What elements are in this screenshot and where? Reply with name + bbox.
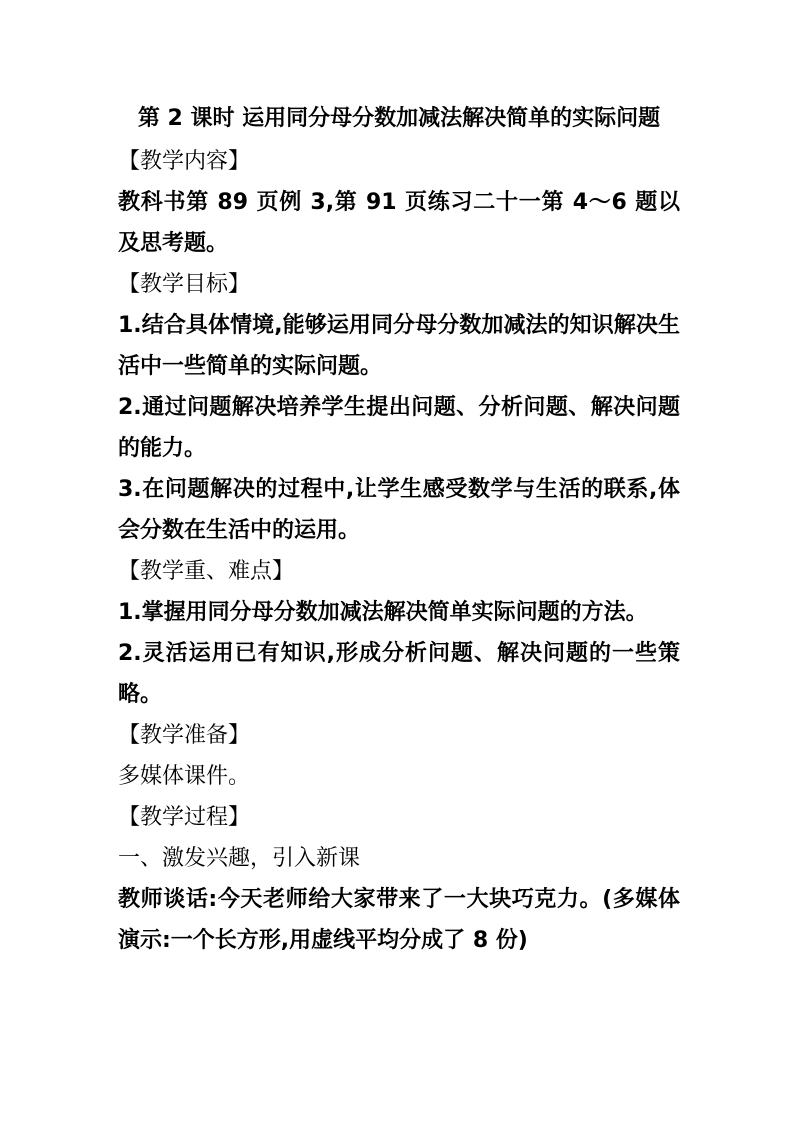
lesson-title: 第 2 课时 运用同分母分数加减法解决简单的实际问题	[137, 106, 661, 131]
document-body	[118, 98, 680, 961]
section-heading-content: 【教学内容】	[118, 149, 251, 174]
key-point-1: 1.掌握用同分母分数加减法解决简单实际问题的方法。	[118, 600, 648, 625]
goal-item-3: 3.在问题解决的过程中,让学生感受数学与生活的联系,体会分数在生活中的运用。	[118, 477, 680, 543]
key-point-2: 2.灵活运用已有知识,形成分析问题、解决问题的一些策略。	[118, 641, 680, 707]
section-heading-goals: 【教学目标】	[118, 272, 251, 297]
process-step-1-text: 教师谈话:今天老师给大家带来了一大块巧克力。(多媒体演示:一个长方形,用虚线平均分成了 8 份)	[118, 887, 680, 953]
preparation-text: 多媒体课件。	[118, 764, 251, 789]
section-heading-process: 【教学过程】	[118, 805, 251, 830]
section-heading-preparation: 【教学准备】	[118, 723, 251, 748]
teaching-content-text: 教科书第 89 页例 3,第 91 页练习二十一第 4～6 题以及思考题。	[118, 190, 680, 256]
goal-item-1: 1.结合具体情境,能够运用同分母分数加减法的知识解决生活中一些简单的实际问题。	[118, 313, 680, 379]
goal-item-2: 2.通过问题解决培养学生提出问题、分析问题、解决问题的能力。	[118, 395, 680, 461]
section-heading-key-points: 【教学重、难点】	[118, 559, 295, 584]
process-step-1-heading: 一、激发兴趣，引入新课	[118, 846, 361, 871]
